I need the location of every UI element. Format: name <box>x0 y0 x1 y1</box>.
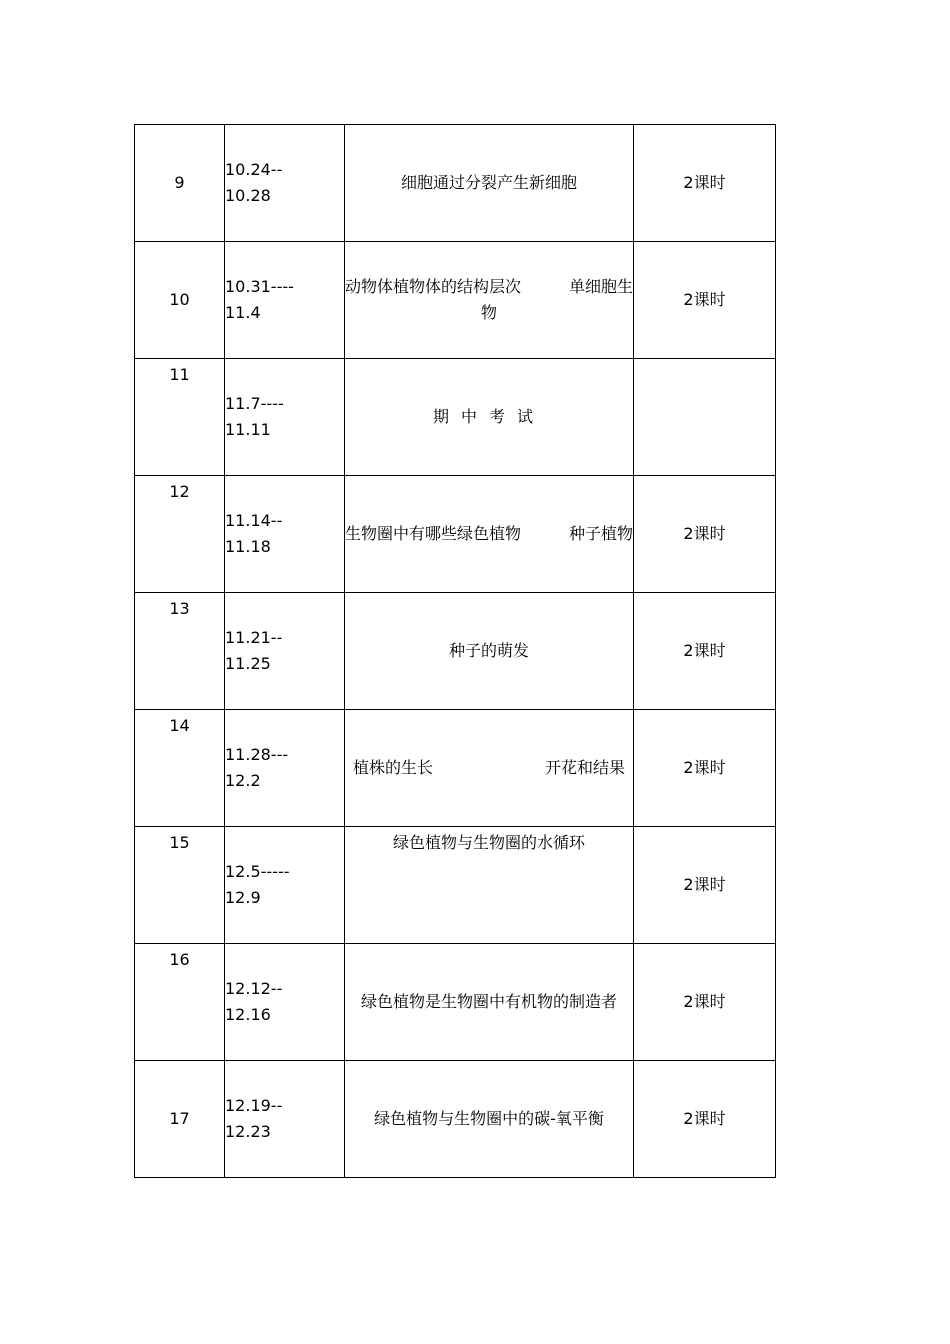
lesson-topic: 期中考试 <box>345 359 634 476</box>
table-row <box>135 242 776 359</box>
date-end: 12.16 <box>225 1005 271 1024</box>
date-start: 11.14-- <box>225 511 283 531</box>
week-number: 14 <box>135 710 225 827</box>
date-end: 11.18 <box>225 537 271 556</box>
lesson-topic: 植株的生长 开花和结果 <box>345 710 634 827</box>
week-number: 17 <box>135 1061 225 1178</box>
lesson-topic: 绿色植物与生物圈中的碳-氧平衡 <box>345 1061 634 1178</box>
date-range <box>225 125 345 242</box>
lesson-hours: 2课时 <box>634 1061 776 1178</box>
date-start: 11.7---- <box>225 394 284 414</box>
week-number: 15 <box>135 827 225 944</box>
table-row <box>135 476 776 593</box>
week-number: 12 <box>135 476 225 593</box>
date-start: 12.5----- <box>225 862 290 882</box>
table-row <box>135 944 776 1061</box>
lesson-hours: 2课时 <box>634 710 776 827</box>
week-number: 10 <box>135 242 225 359</box>
date-range <box>225 944 345 1061</box>
date-end: 11.11 <box>225 420 271 439</box>
date-range <box>225 710 345 827</box>
lesson-hours: 2课时 <box>634 242 776 359</box>
date-start: 11.21-- <box>225 628 283 648</box>
date-start: 10.24-- <box>225 160 283 180</box>
lesson-topic: 绿色植物是生物圈中有机物的制造者 <box>345 944 634 1061</box>
date-end: 12.2 <box>225 771 261 790</box>
date-end: 11.25 <box>225 654 271 673</box>
lesson-topic: 动物体植物体的结构层次 单细胞生物 <box>345 242 634 359</box>
date-end: 10.28 <box>225 186 271 205</box>
lesson-topic: 绿色植物与生物圈的水循环 <box>345 827 634 944</box>
date-range <box>225 593 345 710</box>
date-range <box>225 359 345 476</box>
week-number: 9 <box>135 125 225 242</box>
lesson-hours: 2课时 <box>634 593 776 710</box>
lesson-topic: 细胞通过分裂产生新细胞 <box>345 125 634 242</box>
week-number: 16 <box>135 944 225 1061</box>
date-start: 10.31---- <box>225 277 294 297</box>
lesson-hours: 2课时 <box>634 827 776 944</box>
date-end: 12.9 <box>225 888 261 907</box>
lesson-hours <box>634 359 776 476</box>
date-end: 12.23 <box>225 1122 271 1141</box>
table-row <box>135 710 776 827</box>
table-row <box>135 359 776 476</box>
week-number: 13 <box>135 593 225 710</box>
date-range <box>225 242 345 359</box>
lesson-topic: 生物圈中有哪些绿色植物 种子植物 <box>345 476 634 593</box>
lesson-hours: 2课时 <box>634 944 776 1061</box>
table-row <box>135 125 776 242</box>
date-end: 11.4 <box>225 303 261 322</box>
date-start: 12.12-- <box>225 979 283 999</box>
table-row <box>135 1061 776 1178</box>
week-number: 11 <box>135 359 225 476</box>
table-row <box>135 827 776 944</box>
schedule-table <box>134 124 776 1178</box>
table-row <box>135 593 776 710</box>
lesson-hours: 2课时 <box>634 125 776 242</box>
date-range <box>225 476 345 593</box>
lesson-hours: 2课时 <box>634 476 776 593</box>
date-start: 11.28--- <box>225 745 289 765</box>
date-start: 12.19-- <box>225 1096 283 1116</box>
lesson-topic: 种子的萌发 <box>345 593 634 710</box>
date-range <box>225 1061 345 1178</box>
date-range <box>225 827 345 944</box>
